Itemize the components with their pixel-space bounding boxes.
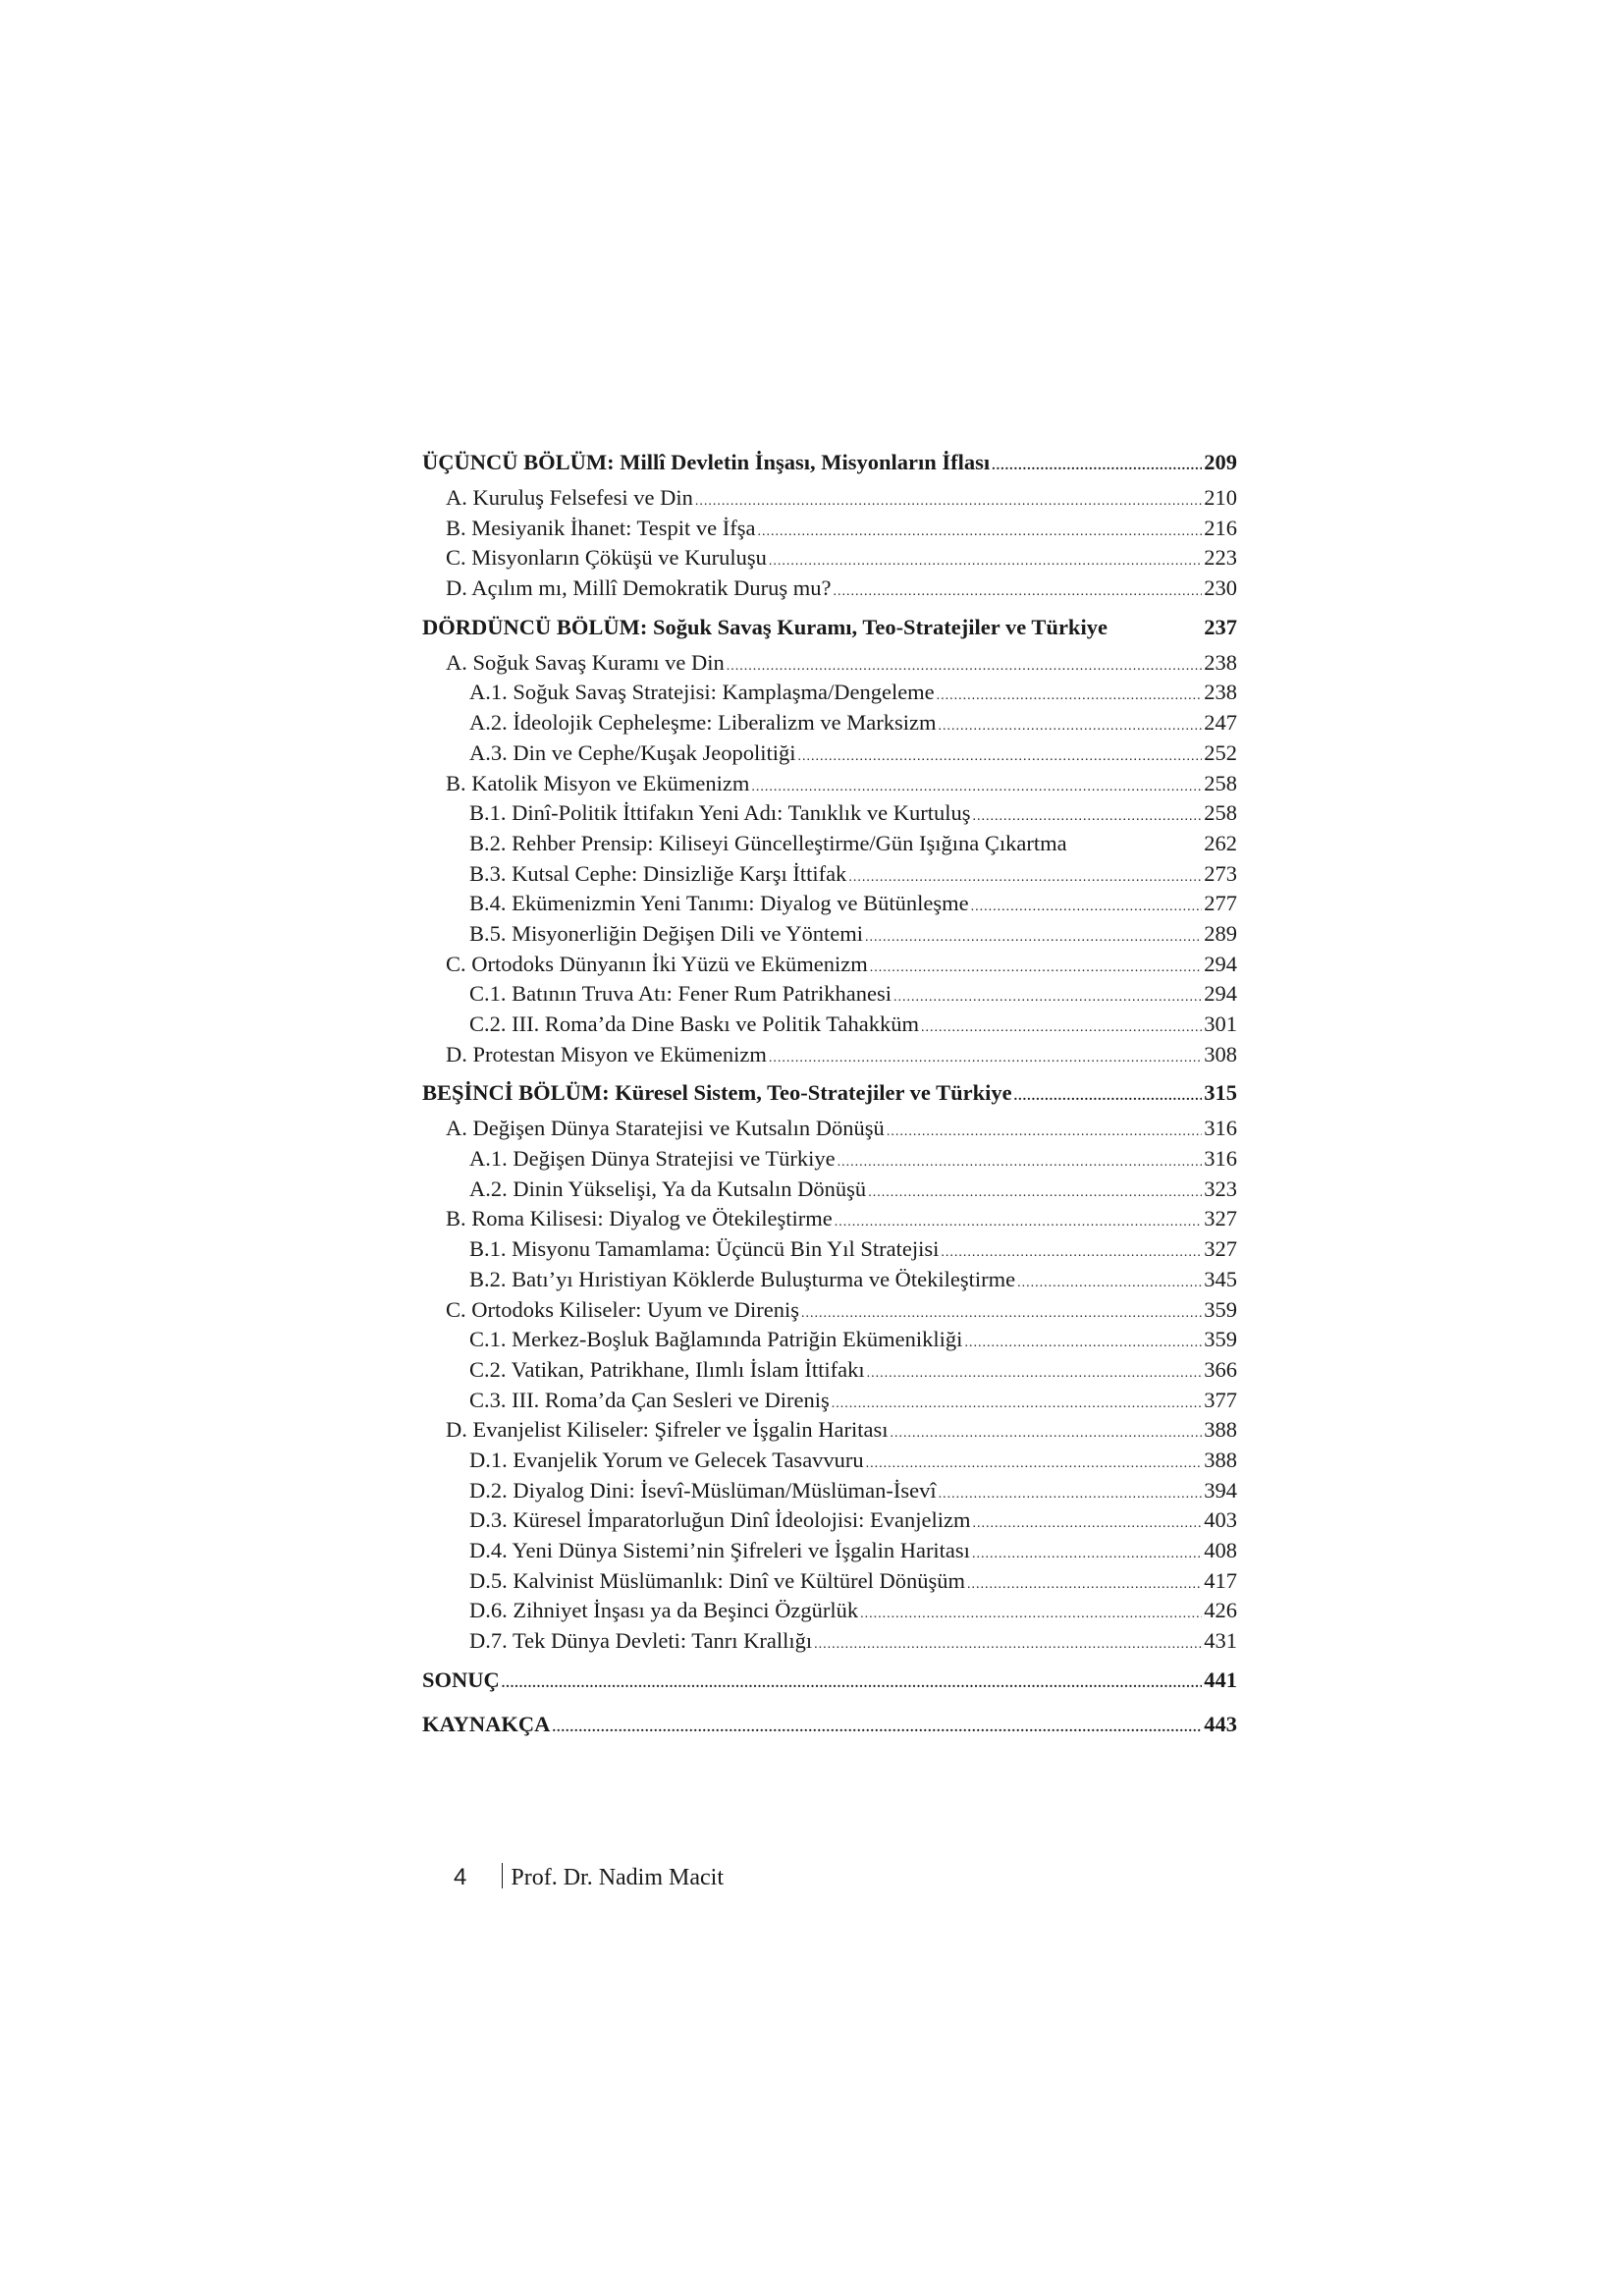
toc-entry-title: B.5. Misyonerliğin Değişen Dili ve Yöntemi [469,920,864,946]
page-footer [454,1859,724,1891]
toc-entry-title: D.6. Zihniyet İnşası ya da Beşinci Özgürlük [469,1598,859,1623]
toc-leader-dots [973,1516,1203,1532]
toc-entry [422,800,1237,831]
toc-entry-title: D.4. Yeni Dünya Sistemi’nin Şifreleri ve İşgalin Haritası [469,1538,970,1562]
toc-entry-title: C.2. Vatikan, Patrikhane, Ilımlı İslam İttifakı [469,1356,865,1382]
toc-leader-dots [972,1547,1202,1562]
toc-entry-page: 289 [1204,920,1237,946]
toc-entry [422,740,1237,771]
toc-entry-title: A.1. Değişen Dünya Stratejisi ve Türkiye [469,1146,836,1172]
toc-entry-page: 238 [1204,649,1237,675]
toc-entry-page: 366 [1204,1356,1237,1382]
toc-leader-dots [833,584,1202,600]
toc-entry [422,861,1237,892]
toc-entry [422,1448,1237,1478]
toc-entry-title: A.2. Dinin Yükselişi, Ya da Kutsalın Dönüşü [469,1175,867,1201]
toc-entry [422,485,1237,516]
toc-entry-title: A. Kuruluş Felsefesi ve Din [446,485,693,510]
toc-entry-page: 388 [1204,1417,1237,1443]
toc-entry-title: D. Protestan Misyon ve Ekümenizm [446,1041,767,1066]
toc-entry [422,710,1237,740]
toc-leader-dots [866,1456,1203,1472]
toc-entry-title: KAYNAKÇA [422,1711,551,1736]
toc-entry-title: B.2. Rehber Prensip: Kiliseyi Güncelleştirme/Gün Işığına Çıkartma [469,830,1067,855]
toc-leader-dots [865,930,1202,946]
toc-leader-dots [552,1721,1202,1736]
toc-entry [422,1598,1237,1628]
toc-entry [422,1417,1237,1448]
toc-entry [422,771,1237,801]
toc-entry-title: D.3. Küresel İmparatorluğun Dinî İdeolojisi: Evanjelizm [469,1507,971,1533]
toc-entry-page: 323 [1204,1175,1237,1201]
toc-leader-dots [887,1124,1202,1140]
toc-entry-page: 315 [1204,1080,1237,1106]
toc-entry [422,1146,1237,1176]
toc-entry-page: 230 [1204,575,1237,601]
toc-entry-page: 316 [1204,1146,1237,1172]
toc-entry-page: 308 [1204,1041,1237,1066]
toc-entry-title: D.2. Diyalog Dini: İsevî-Müslüman/Müslüman-İsevî [469,1477,937,1503]
toc-entry [422,1478,1237,1508]
toc-leader-dots [937,688,1203,704]
toc-entry-page: 273 [1204,860,1237,886]
toc-leader-dots [867,1366,1203,1382]
toc-leader-dots [814,1637,1202,1653]
toc-entry-title: B. Mesiyanik İhanet: Tespit ve İfşa [446,515,756,540]
toc-entry-page: 238 [1204,680,1237,705]
toc-entry [422,1507,1237,1538]
toc-chapter-entry [422,1712,1237,1747]
toc-entry-title: A.2. İdeolojik Cepheleşme: Liberalizm ve Marksizm [469,710,937,736]
toc-entry [422,575,1237,606]
toc-leader-dots [1017,1276,1202,1291]
toc-entry-page: 209 [1204,450,1237,474]
toc-entry-page: 327 [1204,1206,1237,1231]
toc-entry-page: 247 [1204,710,1237,736]
toc-entry [422,891,1237,921]
toc-entry-title: B.1. Dinî-Politik İttifakın Yeni Adı: Tanıklık ve Kurtuluş [469,800,971,826]
toc-leader-dots [893,990,1202,1006]
toc-leader-dots [941,1245,1202,1261]
toc-entry-page: 262 [1204,830,1237,855]
toc-leader-dots [727,659,1203,675]
toc-leader-dots [769,554,1202,570]
toc-leader-dots [797,749,1202,765]
toc-entry-page: 394 [1204,1477,1237,1503]
toc-chapter-entry [422,450,1237,485]
toc-chapter-entry [422,1667,1237,1703]
toc-entry [422,545,1237,575]
toc-entry [422,1538,1237,1568]
toc-leader-dots [832,1396,1202,1412]
toc-entry-page: 216 [1204,515,1237,540]
toc-leader-dots [838,1155,1203,1171]
toc-entry-page: 417 [1204,1567,1237,1593]
toc-entry [422,1327,1237,1357]
toc-leader-dots [921,1020,1202,1036]
toc-entry [422,1357,1237,1388]
toc-leader-dots [751,780,1202,795]
toc-leader-dots [860,1607,1202,1622]
toc-entry [422,1267,1237,1297]
toc-entry-page: 258 [1204,770,1237,795]
toc-entry-title: B.4. Ekümenizmin Yeni Tanımı: Diyalog ve Bütünleşme [469,891,969,916]
toc-entry [422,1042,1237,1072]
toc-leader-dots [967,1577,1202,1593]
toc-entry-title: A.1. Soğuk Savaş Stratejisi: Kamplaşma/Dengeleme [469,680,935,705]
toc-entry-title: B.2. Batı’yı Hıristiyan Köklerde Buluşturma ve Ötekileştirme [469,1266,1016,1291]
toc-leader-dots [973,809,1203,825]
toc-entry [422,1176,1237,1207]
toc-entry [422,516,1237,546]
toc-entry-page: 359 [1204,1327,1237,1352]
toc-entry-title: B.1. Misyonu Tamamlama: Üçüncü Bin Yıl Stratejisi [469,1236,940,1262]
toc-entry [422,1628,1237,1659]
toc-leader-dots [964,1336,1202,1351]
toc-entry-title: B.3. Kutsal Cephe: Dinsizliğe Karşı İttifak [469,860,847,886]
toc-entry-page: 441 [1204,1667,1237,1692]
toc-entry-title: A. Soğuk Savaş Kuramı ve Din [446,649,725,675]
toc-leader-dots [868,1185,1202,1201]
page-number: 4 [454,1864,467,1890]
toc-entry-title: C.1. Merkez-Boşluk Bağlamında Patriğin Ekümenikliği [469,1327,963,1352]
toc-entry-title: ÜÇÜNCÜ BÖLÜM: Millî Devletin İnşası, Misyonların İflası [422,450,991,474]
toc-entry-page: 388 [1204,1447,1237,1472]
toc-chapter-entry [422,1080,1237,1116]
toc-leader-dots [848,870,1202,886]
toc-entry [422,1116,1237,1146]
toc-entry-title: D.1. Evanjelik Yorum ve Gelecek Tasavvuru [469,1447,864,1472]
toc-leader-dots [891,1426,1203,1442]
toc-entry [422,1011,1237,1042]
toc-entry-title: C. Misyonların Çöküşü ve Kuruluşu [446,545,767,571]
toc-entry-title: B. Katolik Misyon ve Ekümenizm [446,770,750,795]
toc-entry-page: 210 [1204,485,1237,510]
toc-leader-dots [769,1051,1202,1066]
toc-entry-page: 294 [1204,951,1237,976]
toc-entry [422,1236,1237,1267]
toc-leader-dots [870,960,1203,976]
toc-entry [422,981,1237,1011]
toc-entry-title: SONUÇ [422,1667,500,1692]
toc-entry [422,1388,1237,1418]
toc-entry-page: 258 [1204,800,1237,826]
toc-entry-title: C. Ortodoks Kiliseler: Uyum ve Direniş [446,1296,799,1322]
toc-entry-title: C.1. Batının Truva Atı: Fener Rum Patrikhanesi [469,981,892,1007]
toc-leader-dots [502,1676,1202,1692]
toc-entry-page: 294 [1204,981,1237,1007]
toc-leader-dots [971,900,1203,915]
toc-entry [422,1297,1237,1328]
toc-entry-page: 277 [1204,891,1237,916]
toc-leader-dots [992,459,1202,474]
toc-entry-page: 327 [1204,1236,1237,1262]
toc-entry [422,921,1237,952]
toc-entry-page: 316 [1204,1116,1237,1141]
toc-entry [422,952,1237,982]
toc-entry-page: 345 [1204,1266,1237,1291]
toc-entry-page: 431 [1204,1628,1237,1654]
toc-chapter-entry [422,615,1237,650]
toc-leader-dots [695,494,1202,510]
toc-entry-title: DÖRDÜNCÜ BÖLÜM: Soğuk Savaş Kuramı, Teo-Stratejiler ve Türkiye [422,614,1108,639]
toc-leader-dots [801,1306,1202,1322]
toc-entry [422,831,1237,861]
footer-author: Prof. Dr. Nadim Macit [511,1865,724,1890]
toc-entry-page: 359 [1204,1296,1237,1322]
toc-entry-page: 408 [1204,1538,1237,1562]
toc-leader-dots [757,524,1202,540]
toc-entry-title: D.7. Tek Dünya Devleti: Tanrı Krallığı [469,1628,813,1654]
toc-entry-title: A. Değişen Dünya Staratejisi ve Kutsalın Dönüşü [446,1116,885,1141]
toc-entry [422,1568,1237,1599]
toc-entry-page: 237 [1204,614,1237,639]
toc-leader-dots [1014,1089,1203,1105]
toc-entry [422,1206,1237,1236]
toc-entry-page: 443 [1204,1711,1237,1736]
toc-entry-page: 377 [1204,1387,1237,1412]
toc-entry [422,680,1237,710]
toc-entry-title: D. Açılım mı, Millî Demokratik Duruş mu? [446,575,832,601]
toc-leader-dots [835,1215,1203,1230]
table-of-contents [422,450,1237,1747]
toc-entry-title: A.3. Din ve Cephe/Kuşak Jeopolitiği [469,739,796,765]
footer-divider [502,1863,503,1888]
toc-entry-page: 252 [1204,739,1237,765]
toc-entry-title: BEŞİNCİ BÖLÜM: Küresel Sistem, Teo-Stratejiler ve Türkiye [422,1080,1012,1106]
toc-entry-page: 301 [1204,1011,1237,1036]
toc-entry-page: 426 [1204,1598,1237,1623]
toc-entry-title: B. Roma Kilisesi: Diyalog ve Ötekileştirme [446,1206,833,1231]
toc-leader-dots [939,1487,1203,1503]
toc-leader-dots [939,719,1203,735]
toc-entry-title: C. Ortodoks Dünyanın İki Yüzü ve Ekümenizm [446,951,868,976]
toc-entry-title: C.2. III. Roma’da Dine Baskı ve Politik Tahakküm [469,1011,919,1036]
toc-entry-title: D.5. Kalvinist Müslümanlık: Dinî ve Kültürel Dönüşüm [469,1567,965,1593]
toc-entry [422,650,1237,681]
toc-entry-title: D. Evanjelist Kiliseler: Şifreler ve İşgalin Haritası [446,1417,889,1443]
toc-entry-page: 403 [1204,1507,1237,1533]
toc-entry-page: 223 [1204,545,1237,571]
toc-entry-title: C.3. III. Roma’da Çan Sesleri ve Direniş [469,1387,830,1412]
